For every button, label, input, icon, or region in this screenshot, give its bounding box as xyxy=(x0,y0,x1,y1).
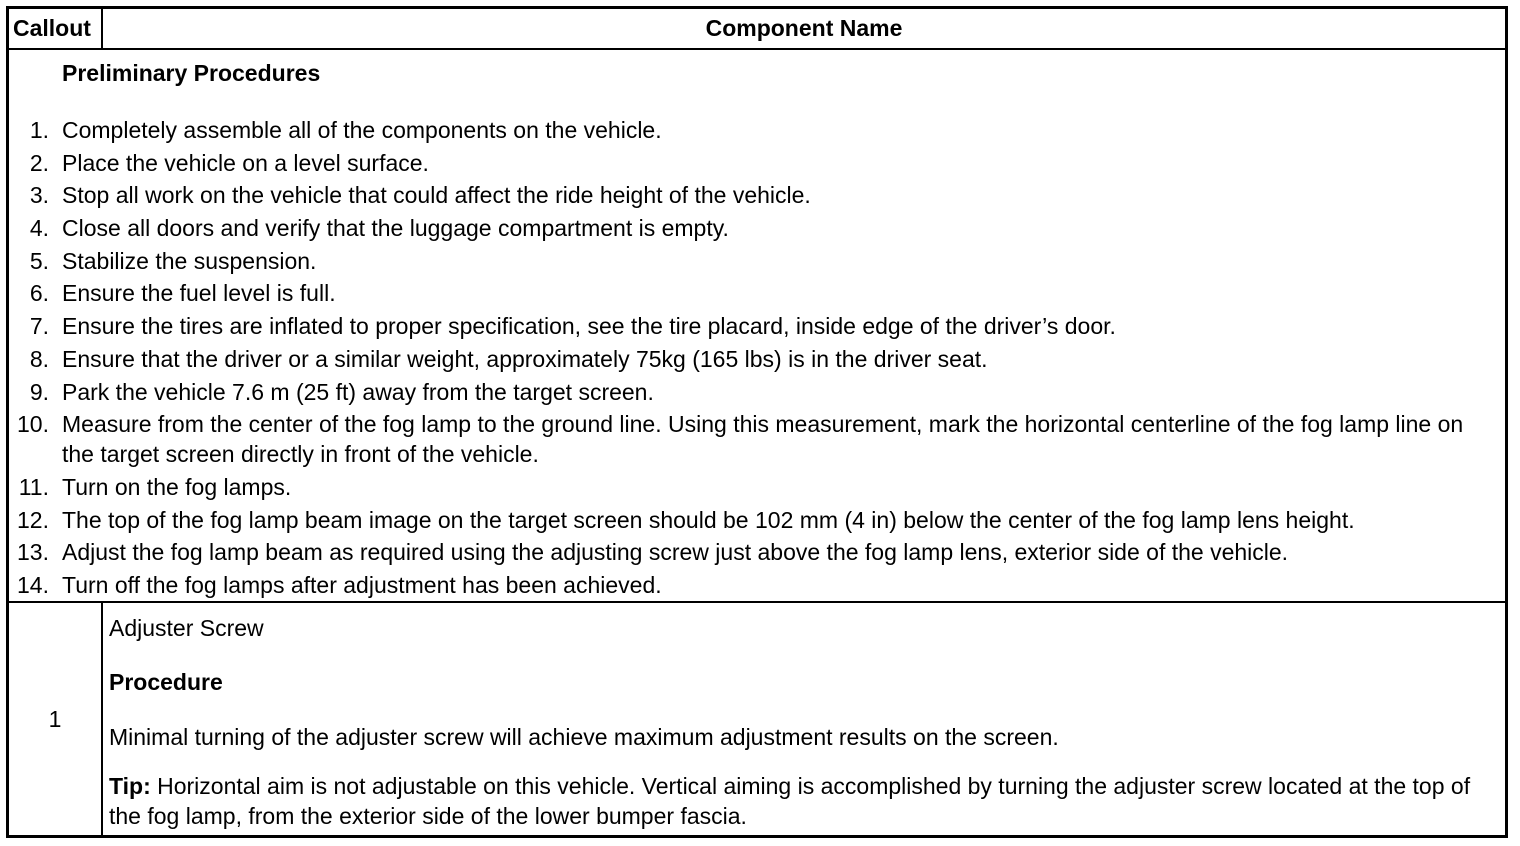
step-number: 10. xyxy=(17,411,49,438)
callout-cell xyxy=(9,603,103,835)
step-number: 12. xyxy=(17,506,49,533)
step-text: Turn on the fog lamps. xyxy=(62,473,292,500)
list-item xyxy=(9,472,1505,502)
list-item xyxy=(9,180,1505,210)
step-number: 3. xyxy=(29,182,49,209)
tip-note xyxy=(109,771,1485,831)
list-item xyxy=(9,278,1505,308)
step-text: The top of the fog lamp beam image on the target screen should be 102 mm (4 in) below the center of the fog lamp lens height. xyxy=(62,506,1355,533)
table-header xyxy=(9,9,1505,50)
step-number: 7. xyxy=(29,313,49,340)
list-item xyxy=(9,311,1505,341)
procedure-title: Procedure xyxy=(109,669,223,695)
list-item xyxy=(9,213,1505,243)
step-number: 4. xyxy=(29,215,49,242)
step-text: Adjust the fog lamp beam as required using the adjusting screw just above the fog lamp lens, exterior side of the vehicle. xyxy=(62,539,1289,566)
step-number: 11. xyxy=(18,473,49,500)
list-item xyxy=(9,570,1505,600)
step-number: 1. xyxy=(29,117,49,143)
step-text: Ensure that the driver or a similar weight, approximately 75kg (165 lbs) is in the driver seat. xyxy=(62,345,988,372)
callout-number: 1 xyxy=(48,706,62,732)
step-text: Ensure the tires are inflated to proper specification, see the tire placard, inside edge of the driver’s door. xyxy=(62,313,1116,340)
list-item xyxy=(9,148,1505,178)
preliminary-procedures-section xyxy=(9,50,1505,603)
procedure-table xyxy=(6,6,1508,838)
step-text: Turn off the fog lamps after adjustment has been achieved. xyxy=(62,571,662,598)
step-text: Place the vehicle on a level surface. xyxy=(62,149,429,176)
step-text: Ensure the fuel level is full. xyxy=(62,280,336,307)
list-item xyxy=(9,505,1505,535)
step-number: 5. xyxy=(29,247,49,274)
tip-text: Horizontal aim is not adjustable on this vehicle. Vertical aiming is accomplished by turning the adjuster screw located at the top of the fog lamp, from the exterior side of the lower bumper fascia. xyxy=(109,773,1471,829)
table-row xyxy=(9,603,1505,835)
header-component-name: Component Name xyxy=(705,15,903,41)
step-text: Stop all work on the vehicle that could affect the ride height of the vehicle. xyxy=(62,182,811,209)
list-item xyxy=(9,377,1505,407)
list-item xyxy=(9,409,1505,469)
step-text: Measure from the center of the fog lamp to the ground line. Using this measurement, mark the horizontal centerline of the fog lamp line on the target screen directly in front of the vehicle. xyxy=(62,411,1464,468)
step-number: 13. xyxy=(17,539,49,566)
step-text: Close all doors and verify that the luggage compartment is empty. xyxy=(62,215,729,242)
list-item xyxy=(9,344,1505,374)
list-item xyxy=(9,115,1505,145)
step-number: 2. xyxy=(29,149,49,176)
tip-label: Tip: xyxy=(109,773,151,799)
steps-list xyxy=(9,115,1505,603)
step-number: 9. xyxy=(29,378,49,405)
list-item xyxy=(9,246,1505,276)
step-text: Stabilize the suspension. xyxy=(62,247,317,274)
procedure-text: Minimal turning of the adjuster screw will achieve maximum adjustment results on the screen. xyxy=(109,724,1059,750)
step-text: Completely assemble all of the components on the vehicle. xyxy=(62,117,662,143)
step-text: Park the vehicle 7.6 m (25 ft) away from the target screen. xyxy=(62,378,654,405)
step-number: 8. xyxy=(29,345,49,372)
component-name: Adjuster Screw xyxy=(109,615,264,641)
preliminary-procedures-title: Preliminary Procedures xyxy=(62,60,321,86)
step-number: 14. xyxy=(17,571,49,598)
list-item xyxy=(9,537,1505,567)
header-callout: Callout xyxy=(9,9,103,48)
step-number: 6. xyxy=(29,280,49,307)
